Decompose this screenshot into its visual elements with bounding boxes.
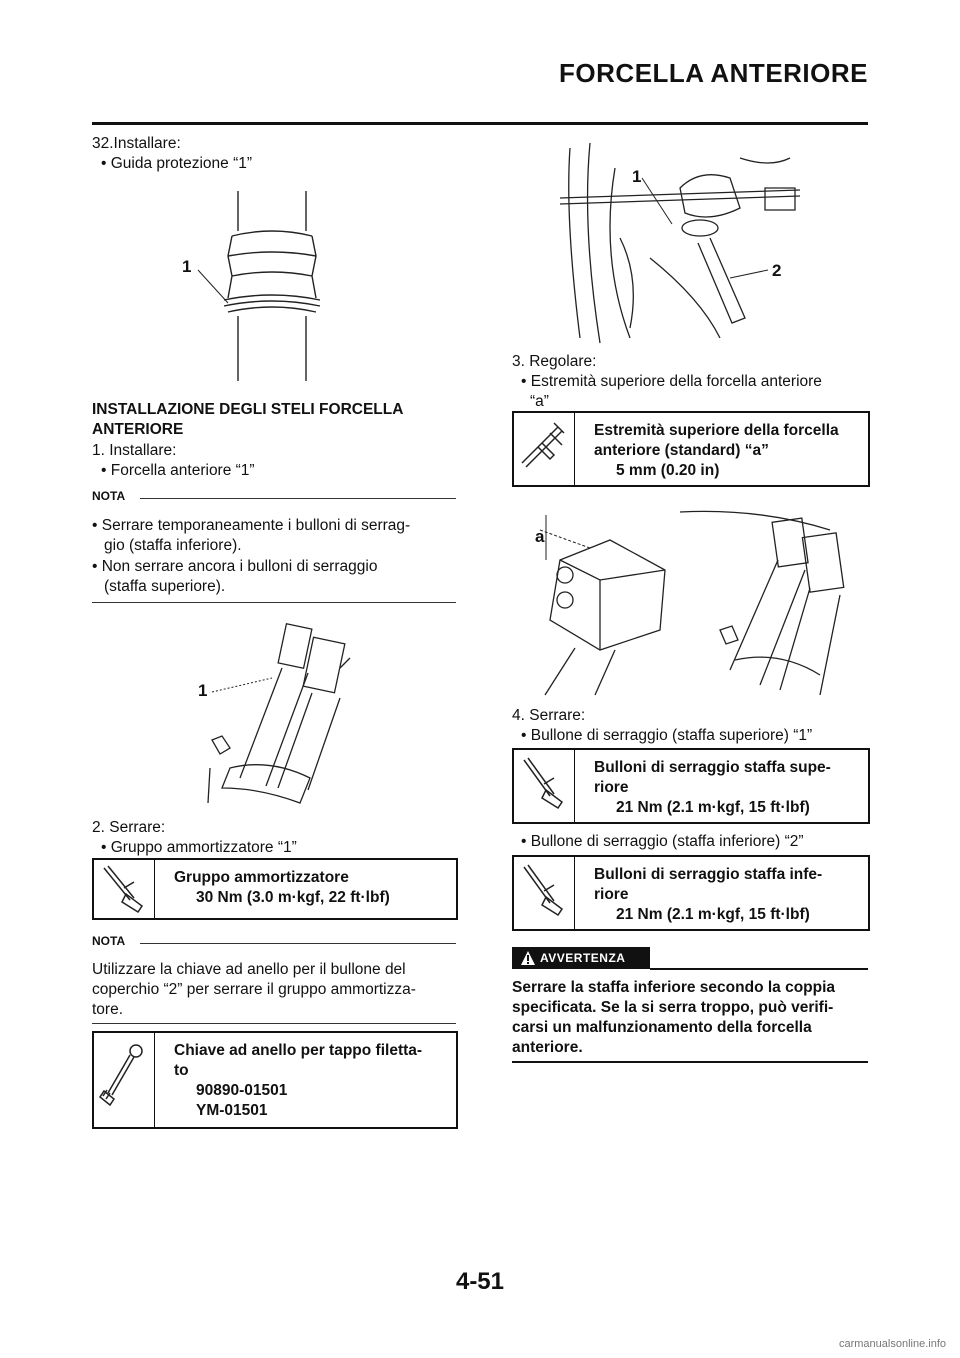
nota-end-rule	[92, 602, 456, 603]
warning-bottom-rule	[512, 1061, 868, 1063]
spec-box-upper-bracket-bolts	[512, 748, 870, 824]
step-32-bullet: • Guida protezione “1”	[101, 155, 253, 172]
warning-line2: specificata. Se la si serra troppo, può verifi-	[512, 999, 834, 1016]
nota1-bullet2-line2: (staffa superiore).	[104, 578, 226, 595]
section-title-line2: ANTERIORE	[92, 421, 184, 438]
spec-box-lower-bracket-bolts	[512, 855, 870, 931]
spec3-value: 5 mm (0.20 in)	[616, 462, 720, 479]
nota1-bullet2-line1: • Non serrare ancora i bulloni di serraggio	[92, 558, 378, 575]
warning-line1: Serrare la staffa inferiore secondo la coppia	[512, 979, 836, 996]
spec2-title-line2: to	[174, 1062, 189, 1079]
step-3-bullet-line1: • Estremità superiore della forcella anteriore	[521, 373, 822, 390]
nota2-line1: Utilizzare la chiave ad anello per il bullone del	[92, 961, 406, 978]
spec3-title-line2: anteriore (standard) “a”	[594, 442, 769, 459]
step-3-bullet-line2: “a”	[530, 393, 549, 410]
step-1-bullet: • Forcella anteriore “1”	[101, 462, 255, 479]
fig3-label-2: 2	[772, 261, 782, 280]
nota-label: NOTA	[92, 489, 126, 503]
warning-line4: anteriore.	[512, 1039, 583, 1056]
nota2-rule	[140, 943, 456, 944]
step-1-heading: 1. Installare:	[92, 442, 177, 459]
step-2-bullet: • Gruppo ammortizzatore “1”	[101, 839, 297, 856]
torque-wrench-icon	[94, 860, 155, 918]
nota2-label: NOTA	[92, 934, 126, 948]
watermark: carmanualsonline.info	[838, 1338, 946, 1350]
warning-badge	[512, 947, 650, 969]
step-2-heading: 2. Serrare:	[92, 819, 166, 836]
header-rule	[92, 122, 868, 125]
spec1-title: Gruppo ammortizzatore	[174, 869, 349, 886]
caliper-icon	[514, 413, 575, 485]
nota1-bullet1-line2: gio (staffa inferiore).	[104, 537, 242, 554]
nota2-line3: tore.	[92, 1001, 124, 1018]
spec4-title-line2: riore	[594, 779, 629, 796]
nota2-line2: coperchio “2” per serrare il gruppo ammortizza-	[92, 981, 416, 998]
fork-guard-guide-illustration	[170, 186, 340, 386]
spec2-title-line1: Chiave ad anello per tappo filetta-	[174, 1042, 423, 1059]
fig1-label: 1	[182, 257, 192, 276]
fork-top-end-illustration	[520, 500, 860, 696]
step-32-heading: 32.Installare:	[92, 135, 181, 152]
step-4-heading: 4. Serrare:	[512, 707, 586, 724]
spec3-title-line1: Estremità superiore della forcella	[594, 422, 839, 439]
warning-line3: carsi un malfunzionamento della forcella	[512, 1019, 812, 1036]
fig3-label-1: 1	[632, 167, 642, 186]
nota1-bullet1-line1: • Serrare temporaneamente i bulloni di serrag-	[92, 517, 411, 534]
page-title: FORCELLA ANTERIORE	[559, 58, 868, 88]
front-fork-installation-illustration	[190, 618, 390, 808]
spec-box-shock-absorber	[92, 858, 458, 920]
spec2-value1: 90890-01501	[196, 1082, 288, 1099]
warning-badge-text: AVVERTENZA	[540, 951, 626, 965]
spec5-title-line1: Bulloni di serraggio staffa infe-	[594, 866, 823, 883]
step-3-heading: 3. Regolare:	[512, 353, 597, 370]
fig4-label-a: a	[535, 527, 545, 546]
warning-icon	[520, 950, 536, 966]
spec4-value: 21 Nm (2.1 m·kgf, 15 ft·lbf)	[616, 799, 810, 816]
ring-wrench-illustration	[560, 138, 810, 350]
page-number: 4-51	[455, 1268, 505, 1295]
special-tool-icon	[94, 1033, 155, 1127]
warning-top-rule	[650, 968, 868, 970]
spec5-value: 21 Nm (2.1 m·kgf, 15 ft·lbf)	[616, 906, 810, 923]
spec5-title-line2: riore	[594, 886, 629, 903]
fig2-label: 1	[198, 681, 208, 700]
nota-rule	[140, 498, 456, 499]
nota2-end-rule	[92, 1023, 456, 1024]
torque-wrench-icon	[514, 750, 575, 822]
step-4-bullet: • Bullone di serraggio (staffa superiore) “1”	[521, 727, 813, 744]
section-title-line1: INSTALLAZIONE DEGLI STELI FORCELLA	[92, 401, 404, 418]
spec4-title-line1: Bulloni di serraggio staffa supe-	[594, 759, 831, 776]
spec1-value: 30 Nm (3.0 m·kgf, 22 ft·lbf)	[196, 889, 390, 906]
spec-box-fork-top-end	[512, 411, 870, 487]
lower-bolt-bullet: • Bullone di serraggio (staffa inferiore) “2”	[521, 833, 804, 850]
torque-wrench-icon	[514, 857, 575, 929]
spec2-value2: YM-01501	[196, 1102, 268, 1119]
spec-box-ring-wrench	[92, 1031, 458, 1129]
